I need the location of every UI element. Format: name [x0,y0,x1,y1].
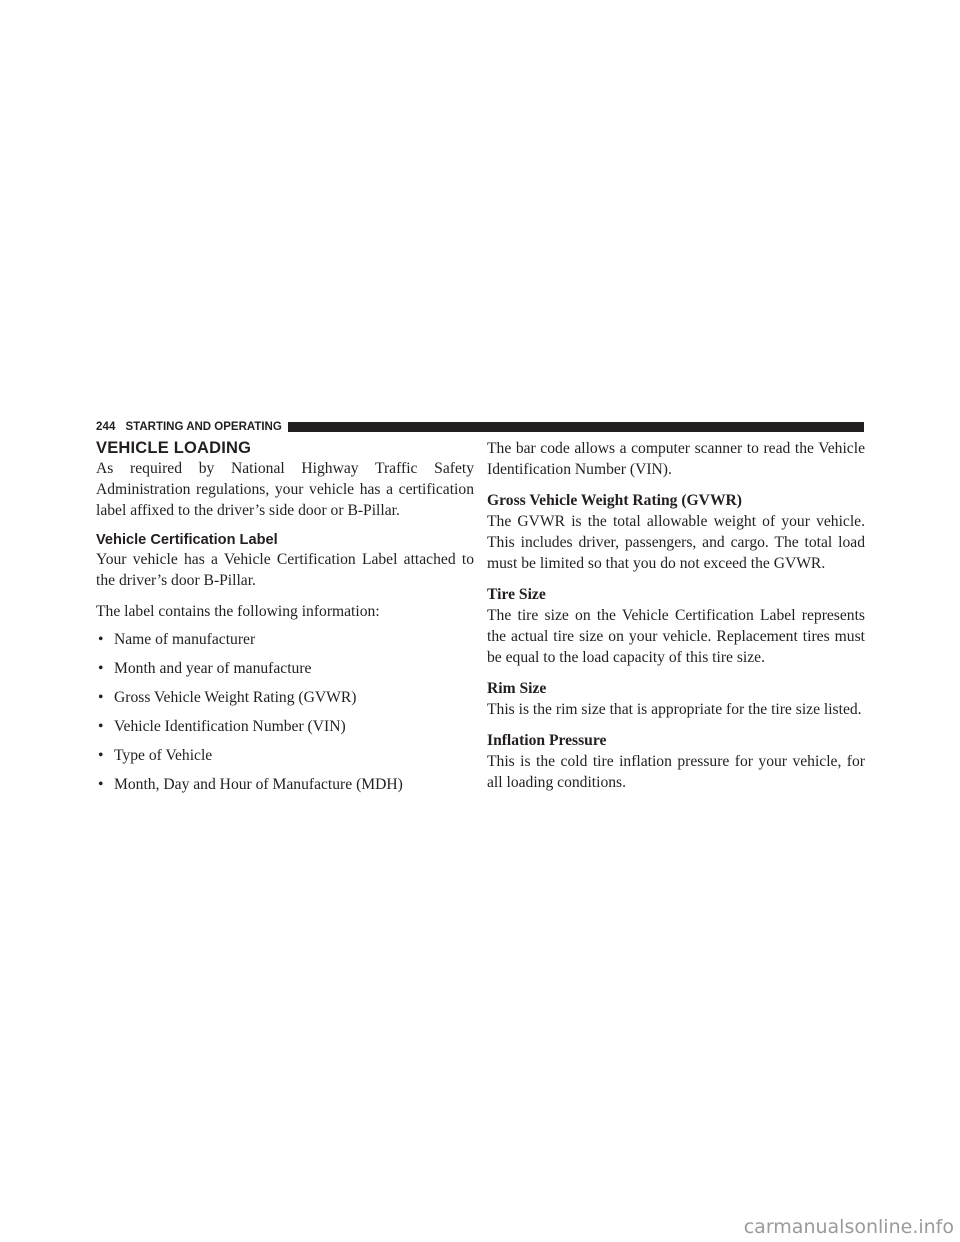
gvwr-paragraph: The GVWR is the total allowable weight of your vehicle. This includes driver, passengers, and cargo. The total load must be limited so that you do not exceed the GVWR. [487,513,865,572]
tire-size-paragraph: The tire size on the Vehicle Certification Label represents the actual tire size on your vehicle. Replacement tires must be equal to the load capacity of this tire size. [487,607,865,666]
left-column [96,438,474,803]
rim-size-title: Rim Size [487,680,547,697]
section-name: STARTING AND OPERATING [125,421,282,433]
section-title: VEHICLE LOADING [96,439,252,457]
right-column [487,438,865,793]
bullet-icon: • [98,776,104,793]
list-item: • Gross Vehicle Weight Rating (GVWR) [98,689,357,706]
info-list [96,629,474,795]
rim-size-paragraph: This is the rim size that is appropriate for the tire size listed. [487,701,862,718]
list-item: • Type of Vehicle [98,747,213,764]
subsection-paragraph: Your vehicle has a Vehicle Certification Label attached to the driver’s door B-Pillar. [96,551,474,589]
tire-size-title: Tire Size [487,586,546,603]
inflation-pressure-paragraph: This is the cold tire inflation pressure for your vehicle, for all loading conditions. [487,753,865,791]
watermark-link[interactable]: carmanualsonline.info [743,1216,954,1238]
barcode-paragraph: The bar code allows a computer scanner to read the Vehicle Identification Number (VIN). [487,440,865,478]
bullet-icon: • [98,689,104,706]
intro-paragraph: As required by National Highway Traffic Safety Administration regulations, your vehicle has a certification label affixed to the driver’s side door or B-Pillar. [96,460,474,519]
bullet-icon: • [98,631,104,648]
list-item: • Month, Day and Hour of Manufacture (MDH) [98,776,403,793]
gvwr-title: Gross Vehicle Weight Rating (GVWR) [487,492,742,509]
bullet-icon: • [98,718,104,735]
page-number: 244 [96,421,116,433]
list-intro: The label contains the following information: [96,603,380,620]
bullet-icon: • [98,747,104,764]
list-item: • Vehicle Identification Number (VIN) [98,718,346,735]
list-item: • Name of manufacturer [98,631,256,648]
subsection-title: Vehicle Certification Label [96,532,278,548]
bullet-icon: • [98,660,104,677]
page-header [96,420,864,434]
list-item: • Month and year of manufacture [98,660,312,677]
header-rule [288,422,864,432]
inflation-pressure-title: Inflation Pressure [487,732,607,749]
